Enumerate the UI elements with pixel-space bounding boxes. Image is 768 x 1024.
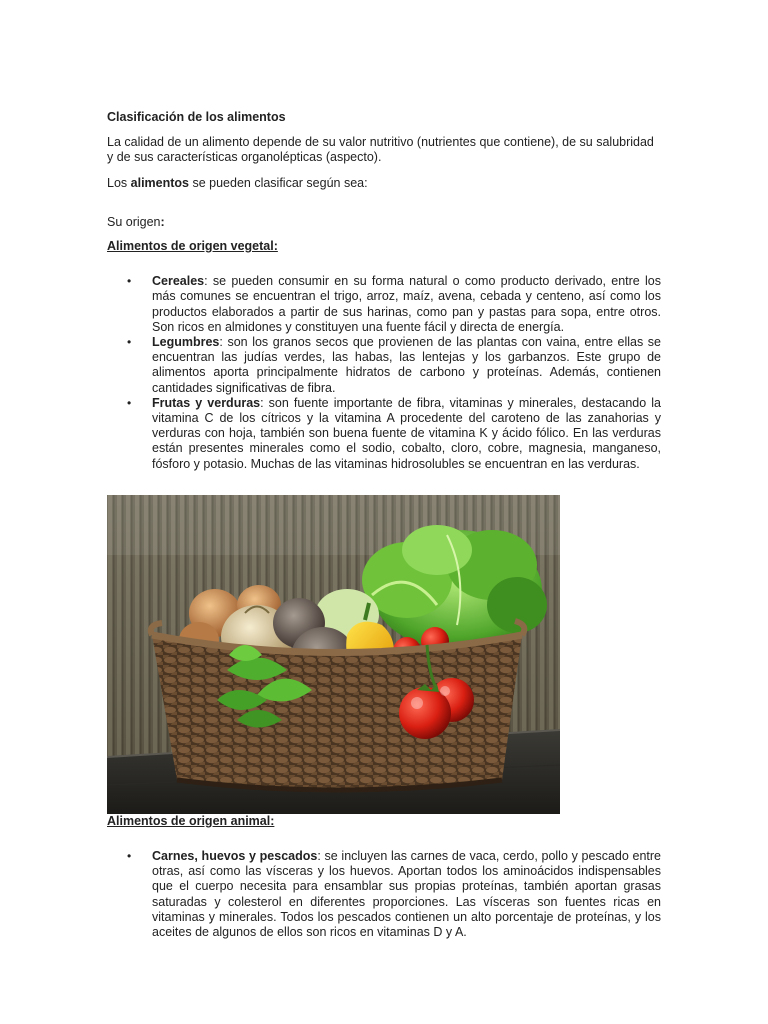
item-text: : son los granos secos que provienen de las plantas con vaina, entre ellas se encuentran las judías verdes, las habas, las lentejas y los garbanzos. Este grupo de alimentos aporta principalmente hidratos de carbono y proteínas. Además, contienen cantidades significativas de fibra. <box>152 335 661 395</box>
item-text: : son fuente importante de fibra, vitaminas y minerales, destacando la vitamina C de los cítricos y la vitamina A procedente del caroteno de las zanahorias y verduras con hoja, también son buena fuente de vitamina K y ácido fólico. En las verduras están presentes minerales como el sodio, cobalto, cloro, cobre, magnesia, manganeso, fósforo y potasio. Muchas de las vitaminas hidrosolubles se encuentran en las verduras. <box>152 395 661 471</box>
classify-paragraph <box>107 176 661 191</box>
item-term: Frutas y verduras <box>152 395 261 410</box>
vegetable-basket-photo <box>107 495 560 814</box>
classify-suffix: se pueden clasificar según sea: <box>189 175 368 190</box>
animal-heading: Alimentos de origen animal: <box>107 813 275 828</box>
item-text: : se pueden consumir en su forma natural o como producto derivado, entre los más comunes se encuentran el trigo, arroz, maíz, avena, cebada y centeno, así como los productos elaborados a partir de sus harinas, como pan y pastas para sopa, entre otros. Son ricos en almidones y constituyen una fuente fácil y directa de energía. <box>152 274 661 334</box>
item-text: : se incluyen las carnes de vaca, cerdo, pollo y pescado entre otras, así como las vísceras y los huevos. Aportan todos los aminoácidos indispensables que el cuerpo necesita para ensamblar sus propias proteínas, también aportan grasas saturadas y colesterol en diferentes proporciones. Las vísceras son fuentes ricas en vitaminas y minerales. Todos los pescados contienen un alto porcentaje de proteínas, y los aceites de algunos de ellos son ricos en vitaminas D y A. <box>152 849 662 940</box>
bullet-icon: • <box>127 274 132 289</box>
origin-label <box>107 215 661 230</box>
classify-prefix: Los <box>107 175 131 190</box>
item-term: Cereales <box>152 274 205 289</box>
list-item-carnes-huevos-pescados <box>107 849 661 940</box>
origin-label-text: Su origen <box>107 214 161 229</box>
list-item-frutas-verduras <box>107 396 661 472</box>
document-title: Clasificación de los alimentos <box>107 110 286 124</box>
bullet-icon: • <box>127 335 132 350</box>
origin-colon: : <box>160 214 165 229</box>
item-term: Legumbres <box>152 335 220 350</box>
bullet-icon: • <box>127 849 132 864</box>
list-item-legumbres <box>107 335 661 396</box>
document-content <box>107 110 661 963</box>
bullet-icon: • <box>127 395 132 410</box>
vegetal-heading: Alimentos de origen vegetal: <box>107 239 278 254</box>
item-term: Carnes, huevos y pescados <box>152 849 318 864</box>
list-item-cereales <box>107 274 661 335</box>
vegetable-basket-illustration <box>107 495 560 814</box>
intro-paragraph: La calidad de un alimento depende de su valor nutritivo (nutrientes que contiene), de su salubridad y de sus características organolépticas (aspecto). <box>107 135 654 165</box>
classify-bold-word: alimentos <box>130 175 189 190</box>
animal-list <box>107 849 661 940</box>
vegetal-list <box>107 274 661 472</box>
